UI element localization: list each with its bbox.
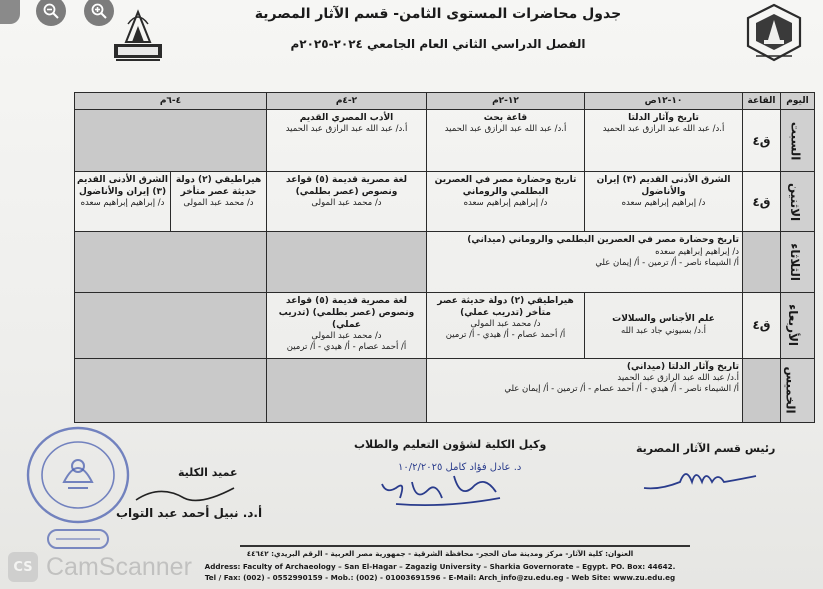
subject: الشرق الأدنى القديم (٣) إيران والأناضول [596, 175, 731, 198]
footer-address-ar: العنوان: كلية الآثار- مركز ومدينة صان الحجر- محافظة الشرقية - جمهورية مصر العربية - الرقم البريدي: ٤٤٦٤٢ [246, 549, 634, 558]
instructor: د/ إبراهيم إبراهيم سعده [655, 246, 739, 257]
cell-thursday-slot-4 [75, 358, 267, 422]
subject: لغة مصرية قديمة (٥) قواعد ونصوص (عصر بطلمي) [286, 175, 407, 198]
subject: لغة مصرية قديمة (٥) قواعد ونصوص (عصر بطلمي) (تدريب عملي) [278, 295, 415, 330]
cell-tuesday-slot-3 [267, 232, 427, 292]
subject: تاريخ وآثار الدلتا [628, 113, 699, 123]
subject: تاريخ وآثار الدلتا (ميداني) [626, 361, 739, 372]
footer-contact: Tel / Fax: (002) - 0552990159 - Mob.: (002) - 01003691596 - E-Mail: Arch_info@zu.edu.eg - Web Site: www.zu.edu.eg [204, 573, 676, 582]
hall-monday: ق٤ [743, 172, 781, 232]
instructor: د/ محمد عبد المولى [311, 330, 382, 341]
subject: تاريخ وحضارة مصر في العصرين البطلمي والروماني (ميداني) [467, 235, 739, 246]
cell-saturday-slot-3 [267, 110, 427, 172]
dean-label: عميد الكلية [178, 466, 238, 479]
cell-monday-slot-3 [267, 172, 427, 232]
cell-tuesday-field [427, 232, 743, 292]
hall-wednesday: ق٤ [743, 292, 781, 358]
instructor: د/ محمد عبد المولى [470, 318, 541, 329]
university-logo-icon [742, 2, 806, 64]
hall-saturday: ق٤ [743, 110, 781, 172]
department-head-signature [640, 460, 760, 496]
header-slot-1: ١٠-١٢ص [585, 93, 743, 110]
instructor: أ.د/ بسيوني جاد عبد الله [621, 325, 706, 336]
subject: هيراطيقي (٢) دولة حديثة عصر متأخر (تدريب عملي) [437, 295, 574, 318]
document-title: جدول محاضرات المستوى الثامن- قسم الآثار المصرية [254, 6, 622, 22]
faculty-logo-icon [108, 6, 168, 66]
table-header-row [75, 93, 815, 110]
cell-wednesday-slot-3 [267, 292, 427, 358]
header-slot-4: ٤-٦م [75, 93, 267, 110]
camscanner-text: CamScanner [46, 552, 192, 581]
day-monday: الاثنين [781, 172, 815, 232]
header-slot-3: ٢-٤م [267, 93, 427, 110]
day-thursday: الخميس [781, 358, 815, 422]
cell-wednesday-slot-2 [427, 292, 585, 358]
cell-tuesday-slot-4 [75, 232, 267, 292]
zoom-out-icon [42, 2, 60, 20]
cell-saturday-slot-4 [75, 110, 267, 172]
cell-thursday-field [427, 358, 743, 422]
viewer-left-edge [0, 0, 20, 24]
stamp-seal-icon [46, 528, 110, 550]
cell-monday-slot-4 [75, 172, 267, 232]
department-head-label: رئيس قسم الآثار المصرية [636, 442, 776, 455]
cell-monday-slot-1 [585, 172, 743, 232]
hall-tuesday [743, 232, 781, 292]
cell-monday-slot-4a [170, 172, 266, 231]
subject: الأدب المصري القديم [299, 113, 394, 123]
document-subtitle: الفصل الدراسي الثاني العام الجامعي ٢٠٢٤-٢٠٢٥م [290, 37, 586, 51]
cell-wednesday-slot-4 [75, 292, 267, 358]
dean-signature [130, 480, 240, 510]
vice-dean-label: وكيل الكلية لشؤون التعليم والطلاب [354, 438, 547, 451]
day-tuesday: الثلاثاء [781, 232, 815, 292]
subject: تاريخ وحضارة مصر في العصرين البطلمي والروماني [434, 175, 577, 198]
instructor: أ.د/ عبد الله عبد الرازق عبد الحميد [285, 124, 408, 135]
subject: قاعة بحث [483, 113, 528, 123]
day-saturday: السبت [781, 110, 815, 172]
row-thursday [75, 358, 815, 422]
subject: الشرق الأدنى القديم (٣) إيران والأناضول [76, 175, 168, 198]
instructor: د/ إبراهيم إبراهيم سعده [80, 198, 165, 209]
instructor: أ.د/ عبد الله عبد الرازق عبد الحميد [444, 124, 567, 135]
row-monday [75, 172, 815, 232]
row-saturday [75, 110, 815, 172]
footer-address-en: Address: Faculty of Archaeology – San El-Hagar – Zagazig University – Sharkia Governorate – Egypt. PO. Box: 44642. [204, 562, 676, 571]
header-hall: القاعة [743, 93, 781, 110]
assistants: أ/ أحمد عصام - أ/ هيدي - أ/ ترمين [286, 342, 407, 353]
header-slot-2: ١٢-٢م [427, 93, 585, 110]
cell-thursday-slot-3 [267, 358, 427, 422]
cell-monday-slot-4b [75, 172, 170, 231]
subject: علم الأجناس والسلالات [612, 314, 715, 325]
instructor: د/ محمد عبد المولى [183, 198, 254, 209]
instructor: د/ محمد عبد المولى [311, 198, 382, 209]
cell-monday-slot-2 [427, 172, 585, 232]
assistants: أ/ الشيماء ناصر - أ/ ترمين - أ/ إيمان علي [595, 257, 739, 268]
schedule-table [74, 92, 815, 423]
camscanner-logo-icon: CS [8, 552, 38, 582]
instructor: أ.د/ عبد الله عبد الرازق عبد الحميد [617, 372, 739, 383]
faculty-stamp-icon [24, 424, 132, 526]
subject: هيراطيقي (٢) دولة حديثة عصر متأخر [175, 175, 262, 198]
cell-saturday-slot-2 [427, 110, 585, 172]
instructor: أ.د/ عبد الله عبد الرازق عبد الحميد [602, 124, 725, 135]
cell-saturday-slot-1 [585, 110, 743, 172]
row-wednesday [75, 292, 815, 358]
zoom-in-icon [90, 2, 108, 20]
day-wednesday: الأربعاء [781, 292, 815, 358]
assistants: أ/ الشيماء ناصر - أ/ هيدي - أ/ أحمد عصام - أ/ ترمين - أ/ إيمان علي [504, 384, 739, 395]
zoom-out-button[interactable] [36, 0, 66, 26]
vice-dean-handwritten-text: د. عادل فؤاد كامل ١٠/٢/٢٠٢٥ [398, 462, 522, 473]
assistants: أ/ أحمد عصام - أ/ هيدي - أ/ ترمين [445, 330, 566, 341]
instructor: د/ إبراهيم إبراهيم سعده [463, 198, 548, 209]
camscanner-watermark [0, 548, 220, 586]
cell-wednesday-slot-1 [585, 292, 743, 358]
instructor: د/ إبراهيم إبراهيم سعده [621, 198, 706, 209]
header-day: اليوم [781, 93, 815, 110]
dean-name: أ.د. نبيل أحمد عبد التواب [116, 506, 263, 520]
footer-divider [240, 545, 690, 547]
row-tuesday [75, 232, 815, 292]
